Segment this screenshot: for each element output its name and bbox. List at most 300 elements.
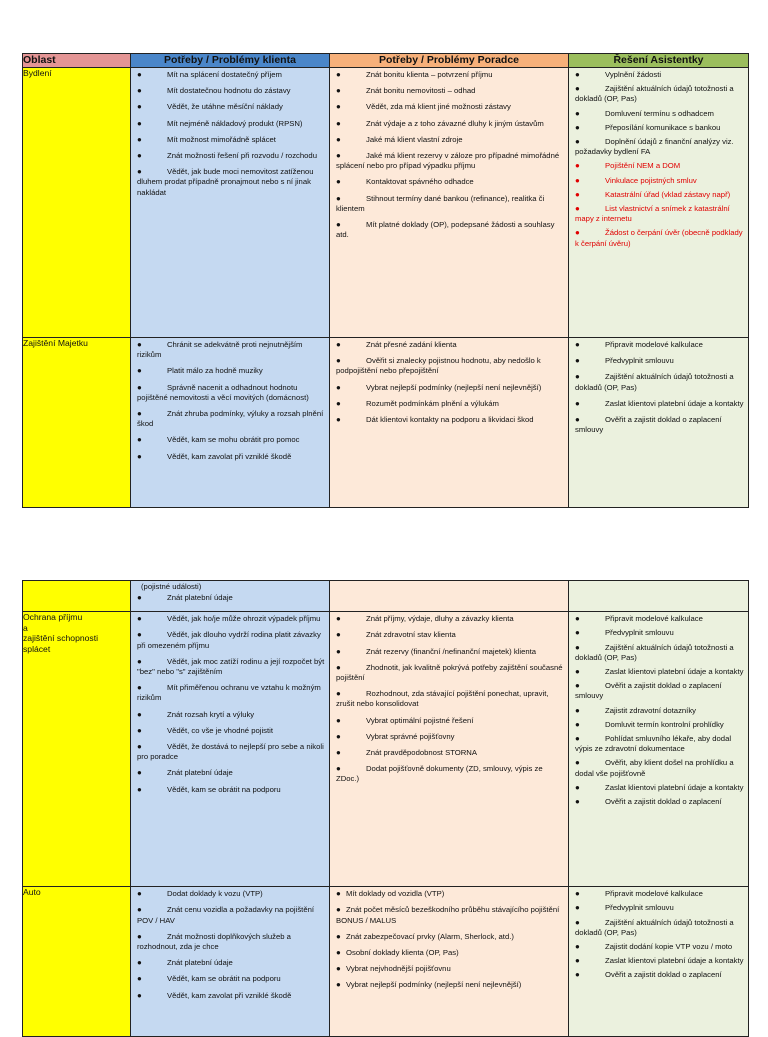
bullet-icon: ● [575,204,580,214]
bullet-icon: ● [575,758,580,768]
bullet-icon: ● [336,356,341,366]
bullet-icon: ● [137,409,142,419]
list-item-text: Znát zdravotní stav klienta [366,630,456,640]
list-item-text: Ověřit, aby klient došel na prohlídku a dodal vše pojišťovně [575,758,734,778]
list-item [137,86,325,96]
header-client: Potřeby / Problémy klienta [131,54,330,68]
list-item-text: Vybrat nejvhodnější pojišťovnu [346,964,451,974]
list-item [137,889,325,899]
list-item-text: Znát přesné zadání klienta [366,340,457,349]
bullet-icon: ● [575,340,580,349]
list-item [575,415,744,435]
list-item [137,151,325,161]
list-item-text: Vědět, že utáhne měsíční náklady [167,102,283,112]
bullet-icon: ● [137,382,142,392]
area-cell [23,612,131,887]
list-item-text: Rozumět podmínkám plnění a výlukám [366,398,499,408]
list-item [137,768,325,778]
list-item-text: Znát rezervy (finanční /nefinanční majetek) klienta [366,646,537,656]
needs-table-page-2 [22,580,749,1037]
bullet-icon: ● [137,958,142,968]
list-item [575,970,744,980]
list-item [575,889,744,899]
bullet-icon: ● [575,628,580,638]
list-item-text: Předvyplnit smlouvu [605,903,674,913]
list-item [575,681,744,701]
list-item-text: Vybrat nejlepší podmínky (nejlepší není nejlevnější) [366,382,542,392]
list-item [575,903,744,913]
list-item-text: Platit málo za hodně muziky [167,366,263,376]
list-item [575,643,744,663]
bullet-icon: ● [137,709,142,719]
list-item [137,630,325,650]
area-line: zajištění schopnosti [23,633,98,644]
list-item [137,958,325,968]
bullet-icon: ● [336,931,341,941]
list-item [137,135,325,145]
list-item-text: Jaké má klient vlastní zdroje [366,134,463,144]
list-item-text: Vědět, kam zavolat při vzniklé škodě [167,990,292,1000]
bullet-icon: ● [336,689,341,699]
bullet-icon: ● [137,167,142,177]
bullet-icon: ● [137,118,142,128]
list-item [137,614,325,624]
area-line: splácet [23,643,51,654]
row-zajisteni-majetku [23,338,749,508]
bullet-icon: ● [575,372,580,382]
list-item-text: Vědět, kam se obrátit na podporu [167,784,281,794]
list-item [137,593,325,603]
bullet-icon: ● [575,398,580,408]
list-item-text: Zajištění aktuálních údajů totožnosti a dokladů (OP, Pas) [575,84,734,104]
bullet-icon: ● [137,614,142,624]
list-item-text: Dodat pojišťovně dokumenty (ZD, smlouvy, výpis ze ZDoc.) [336,764,543,784]
list-item-text: Připravit modelové kalkulace [605,614,703,624]
list-item [137,409,325,429]
bullet-icon: ● [336,102,341,112]
list-item [336,732,564,742]
list-item-text: Znát bonitu nemovitosti – odhad [366,86,476,96]
list-item-text: Ověřit a zajistit doklad o zaplacení smlouvy [575,681,722,701]
bullet-icon: ● [137,889,142,899]
list-item [137,932,325,952]
list-item-text: Mít na splácení dostatečný příjem [167,70,282,79]
list-item [137,119,325,129]
bullet-icon: ● [137,340,142,349]
bullet-icon: ● [137,725,142,735]
header-row [23,54,749,68]
list-item [336,964,564,974]
list-item [336,399,564,409]
list-item-text: Znát výdaje a z toho závazné dluhy k jiným ústavům [366,118,544,128]
list-item [336,415,564,425]
list-item [575,372,744,392]
list-item-text: Znát platební údaje [167,768,233,778]
list-item [137,710,325,720]
client-cell [131,68,330,338]
bullet-icon: ● [575,705,580,715]
list-item-text: Znát platební údaje [167,958,233,968]
list-item [137,102,325,112]
list-item [137,167,325,198]
area-cell [23,581,131,612]
list-item [336,135,564,145]
bullet-icon: ● [336,118,341,128]
list-item-text: Ověřit a zajistit doklad o zaplacení smlouvy [575,415,722,435]
list-item-text: Zajistit zdravotní dotazníky [605,705,697,715]
list-item-text: Domluvení termínu s odhadcem [605,108,714,118]
list-item [336,889,564,899]
list-item [336,119,564,129]
list-item [336,177,564,187]
advisor-cell [330,612,569,887]
list-item-text: Mít dostatečnou hodnotu do zástavy [167,86,291,96]
bullet-icon: ● [336,220,341,230]
list-item-text: Mít doklady od vozidla (VTP) [346,889,445,899]
list-item-text: Vědět, jak moc zatíží rodinu a její rozpočet být "bez" nebo "s" zajištěním [137,656,325,677]
assistant-cell [569,887,749,1037]
list-item-text: Znát bonitu klienta – potvrzení příjmu [366,70,493,79]
bullet-icon: ● [137,656,142,666]
list-item-text: Vědět, co vše je vhodné pojistit [167,725,273,735]
list-item-text: Zajištění aktuálních údajů totožnosti a dokladů (OP, Pas) [575,372,734,392]
list-item-text: Vědět, jak bude moci nemovitost zatíženou dluhem prodat případně pronajmout nebo s ní jinak nakládat [137,167,314,197]
advisor-cell [330,68,569,338]
list-item-text: Vědět, jak ho/je může ohrozit výpadek příjmu [167,614,321,624]
list-item-text: Zhodnotit, jak kvalitně pokrývá potřeby zajištění současné pojištění [336,662,563,683]
bullet-icon: ● [575,942,580,952]
bullet-icon: ● [575,122,580,132]
list-item-text: Znát počet měsíců bezeškodního průběhu stávajícího pojištění BONUS / MALUS [336,905,560,925]
list-item-text: Pojištění NEM a DOM [605,161,681,171]
list-item-text: Mít platné doklady (OP), podepsané žádosti a souhlasy atd. [336,220,555,240]
area-cell: Zajištění Majetku [23,338,131,508]
bullet-icon: ● [575,956,580,966]
list-item-text: Vybrat správné pojišťovny [366,731,455,741]
list-item-text: Katastrální úřad (vklad zástavy např) [605,189,731,199]
list-item-text: Jaké má klient rezervy v záloze pro případné mimořádné splácení nebo pro případ výpadku příjmu [336,151,560,171]
list-item [336,340,564,350]
list-item [575,190,744,200]
list-item [575,161,744,171]
bullet-icon: ● [336,70,341,79]
bullet-icon: ● [137,931,142,941]
bullet-icon: ● [336,980,341,990]
bullet-icon: ● [137,451,142,461]
needs-table-page-1 [22,53,749,508]
list-item [137,435,325,445]
bullet-icon: ● [137,435,142,445]
list-item [137,991,325,1001]
list-item [575,797,744,807]
bullet-icon: ● [575,175,580,185]
list-item-text: Chránit se adekvátně proti nejnutnějším rizikům [137,340,303,360]
advisor-cell [330,338,569,508]
list-item [336,716,564,726]
list-item [336,151,564,171]
list-item-text: Stihnout termíny dané bankou (refinance), realitka či klientem [336,193,545,213]
list-item [575,628,744,638]
bullet-icon: ● [575,797,580,807]
row-auto [23,887,749,1037]
bullet-icon: ● [336,715,341,725]
bullet-icon: ● [336,177,341,187]
list-item [336,980,564,990]
bullet-icon: ● [137,905,142,915]
list-item-text: Znát zabezpečovací prvky (Alarm, Sherlock, atd.) [346,931,514,941]
list-item [137,452,325,462]
list-item [575,137,744,157]
list-item-text: Kontaktovat spávného odhadce [366,177,474,187]
bullet-icon: ● [336,398,341,408]
bullet-icon: ● [575,228,580,238]
area-cell: Bydlení [23,68,131,338]
bullet-icon: ● [137,366,142,376]
list-item-text: Mít nejméně nákladový produkt (RPSN) [167,118,303,128]
bullet-icon: ● [336,964,341,974]
list-item-text: Zajištění aktuálních údajů totožnosti a dokladů (OP, Pas) [575,917,734,937]
list-item [137,70,325,80]
list-item-text: Vědět, zda má klient jiné možnosti zástavy [366,102,511,112]
client-cell [131,612,330,887]
list-item-text: Zaslat klientovi platební údaje a kontakty [605,398,744,408]
list-item [336,748,564,758]
list-item [137,340,325,360]
list-item-text: Vinkulace pojistných smluv [605,175,697,185]
list-item [336,764,564,784]
list-item-text: Doplnění údajů z finanční analýzy viz. požadavky bydlení FA [575,137,734,157]
list-item [137,383,325,403]
area-cell: Auto [23,887,131,1037]
bullet-icon: ● [575,137,580,147]
bullet-icon: ● [336,764,341,774]
bullet-icon: ● [137,742,142,752]
bullet-icon: ● [336,646,341,656]
list-item [575,956,744,966]
list-item-text: Znát zhruba podmínky, výluky a rozsah plnění škod [137,409,324,429]
area-line: a [23,622,28,633]
bullet-icon: ● [575,415,580,425]
list-item [575,399,744,409]
advisor-cell [330,887,569,1037]
bullet-icon: ● [575,681,580,691]
list-item [336,614,564,624]
bullet-icon: ● [575,70,580,79]
bullet-icon: ● [575,917,580,927]
bullet-icon: ● [336,415,341,425]
list-item [137,726,325,736]
list-item [137,905,325,925]
list-item-text: Znát možnosti doplňkových služeb a rozhodnout, zda je chce [137,931,291,952]
list-item [575,614,744,624]
list-item [137,974,325,984]
list-item [336,356,564,376]
list-item-text: Vědět, jak dlouho vydrží rodina platit závazky při omezeném příjmu [137,630,321,650]
bullet-icon: ● [336,662,341,672]
list-item-text: Zaslat klientovi platební údaje a kontakty [605,956,744,966]
list-item [575,918,744,938]
bullet-icon: ● [575,614,580,624]
list-item-text: Přeposílání komunikace s bankou [605,122,721,132]
list-item-text: Znát příjmy, výdaje, dluhy a závazky klienta [366,614,514,624]
list-item-text: Ověřit si znalecky pojistnou hodnotu, aby nedošlo k podpojištění nebo přepojištění [336,356,541,376]
list-item [575,204,744,224]
bullet-icon: ● [336,889,341,899]
list-item-text: Předvyplnit smlouvu [605,356,674,366]
list-item [336,86,564,96]
continuation-text: (pojistné události) [141,582,202,591]
bullet-icon: ● [137,990,142,1000]
list-item-text: Mít možnost mimořádně splácet [167,134,276,144]
list-item-text: Mít přiměřenou ochranu ve vztahu k možným rizikům [137,683,321,703]
list-item-text: Znát platební údaje [167,593,233,602]
row-ochrana-prijmu [23,612,749,887]
bullet-icon: ● [336,151,341,161]
list-item-text: Dát klientovi kontakty na podporu a likvidaci škod [366,415,534,425]
list-item [137,683,325,703]
list-item-text: Vědět, kam se mohu obrátit pro pomoc [167,435,300,445]
bullet-icon: ● [336,193,341,203]
client-cell [131,887,330,1037]
list-item-text: Připravit modelové kalkulace [605,340,703,349]
bullet-icon: ● [336,948,341,958]
list-item-text: List vlastnictví a snímek z katastrální mapy z internetu [575,204,730,224]
list-item-text: Vědět, kam zavolat při vzniklé škodě [167,451,292,461]
list-item [575,783,744,793]
list-item-text: Dodat doklady k vozu (VTP) [167,889,263,899]
list-item [336,70,564,80]
bullet-icon: ● [137,102,142,112]
list-item-text: Vybrat nejlepší podmínky (nejlepší není nejlevnější) [346,980,522,990]
list-item [336,220,564,240]
list-item [575,706,744,716]
bullet-icon: ● [575,84,580,94]
bullet-icon: ● [137,630,142,640]
bullet-icon: ● [336,748,341,758]
list-item [575,720,744,730]
bullet-icon: ● [137,86,142,96]
list-item [575,734,744,754]
header-assistant: Řešení Asistentky [569,54,749,68]
bullet-icon: ● [137,974,142,984]
continuation-row [23,581,749,612]
list-item [336,948,564,958]
list-item [575,109,744,119]
list-item [336,932,564,942]
list-item [575,758,744,778]
bullet-icon: ● [137,70,142,79]
bullet-icon: ● [575,903,580,913]
list-item [137,657,325,677]
list-item-text: Znát rozsah krytí a výluky [167,709,255,719]
list-item [575,340,744,350]
bullet-icon: ● [336,614,341,624]
list-item-text: Znát cenu vozidla a požadavky na pojištění POV / HAV [137,905,315,925]
bullet-icon: ● [336,905,341,915]
advisor-cell [330,581,569,612]
bullet-icon: ● [137,784,142,794]
list-item [575,356,744,366]
area-line: Ochrana příjmu [23,612,83,623]
bullet-icon: ● [137,134,142,144]
bullet-icon: ● [575,642,580,652]
client-cell [131,581,330,612]
list-item [336,383,564,393]
list-item [137,366,325,376]
list-item-text: Předvyplnit smlouvu [605,628,674,638]
list-item-text: Správně nacenit a odhadnout hodnotu pojištěné nemovitosti a věcí movitých (domácnost) [137,382,309,402]
header-area: Oblast [23,54,131,68]
list-item [336,647,564,657]
list-item-text: Domluvit termín kontrolní prohlídky [605,719,724,729]
list-item-text: Vyplnění žádosti [605,70,662,79]
list-item-text: Ověřit a zajistit doklad o zaplacení [605,970,722,980]
bullet-icon: ● [137,768,142,778]
bullet-icon: ● [336,731,341,741]
list-item-text: Ověřit a zajistit doklad o zaplacení [605,797,722,807]
bullet-icon: ● [336,134,341,144]
bullet-icon: ● [575,970,580,980]
bullet-icon: ● [575,108,580,118]
list-item [336,102,564,112]
bullet-icon: ● [137,151,142,161]
list-item-text: Vědět, že dostává to nejlepší pro sebe a nikoli pro poradce [137,742,324,762]
list-item [137,742,325,762]
list-item-text: Pohlídat smluvního lékaře, aby dodal výpis ze zdravotní dokumentace [575,734,732,754]
header-advisor: Potřeby / Problémy Poradce [330,54,569,68]
bullet-icon: ● [137,593,142,602]
list-item-text: Zaslat klientovi platební údaje a kontakty [605,782,744,792]
list-item-text: Zaslat klientovi platební údaje a kontakty [605,667,744,677]
list-item-text: Připravit modelové kalkulace [605,889,703,899]
list-item-text: Zajistit dodání kopie VTP vozu / moto [605,942,733,952]
list-item [575,667,744,677]
assistant-cell [569,338,749,508]
list-item-text: Zajištění aktuálních údajů totožnosti a dokladů (OP, Pas) [575,642,734,662]
assistant-cell [569,68,749,338]
list-item-text: Znát možnosti řešení při rozvodu / rozchodu [167,151,317,161]
list-item-text: Rozhodnout, zda stávající pojištění ponechat, upravit, zrušit nebo konsolidovat [336,689,549,709]
list-item [336,663,564,683]
list-item [575,70,744,80]
row-bydleni [23,68,749,338]
list-item [575,123,744,133]
list-item-text: Vybrat optimální pojistné řešení [366,715,474,725]
bullet-icon: ● [575,734,580,744]
list-item [336,630,564,640]
list-item-text: Znát pravděpodobnost STORNA [366,748,477,758]
bullet-icon: ● [575,719,580,729]
bullet-icon: ● [575,161,580,171]
bullet-icon: ● [575,889,580,899]
bullet-icon: ● [137,683,142,693]
bullet-icon: ● [575,782,580,792]
bullet-icon: ● [336,630,341,640]
bullet-icon: ● [336,382,341,392]
bullet-icon: ● [336,340,341,349]
bullet-icon: ● [575,667,580,677]
bullet-icon: ● [575,189,580,199]
client-cell [131,338,330,508]
list-item [575,942,744,952]
bullet-icon: ● [575,356,580,366]
assistant-cell [569,581,749,612]
list-item [575,176,744,186]
list-item [336,905,564,925]
list-item [137,785,325,795]
list-item-text: Osobní doklady klienta (OP, Pas) [346,948,459,958]
list-item [336,689,564,709]
